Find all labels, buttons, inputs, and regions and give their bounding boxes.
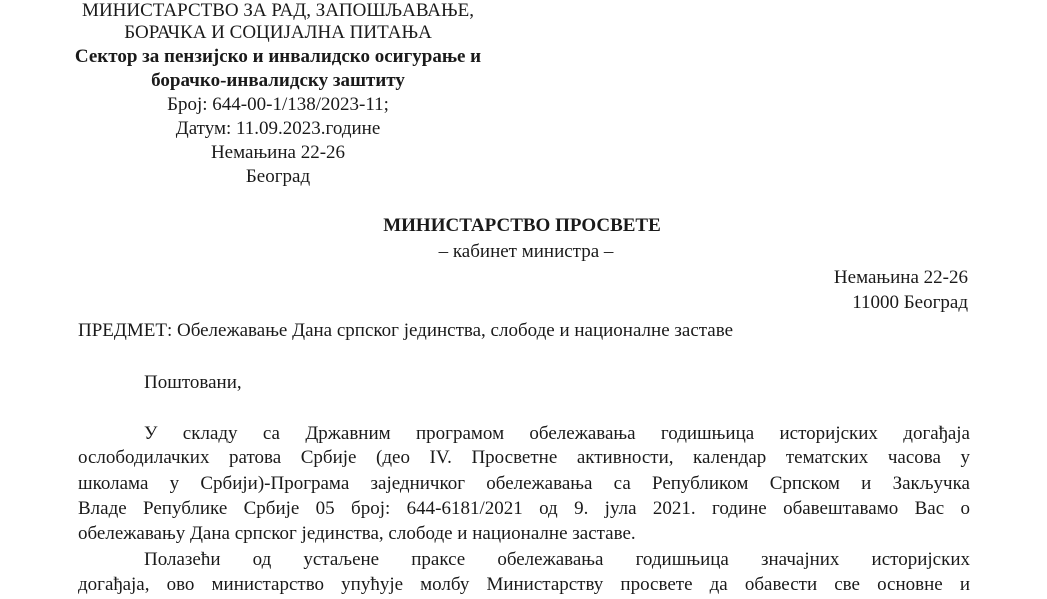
sender-city: Београд — [245, 166, 311, 187]
sender-sector-line1: Сектор за пензијско и инвалидско осигурање и — [74, 46, 482, 67]
recipient-street: Немањина 22-26 — [833, 267, 968, 288]
sender-ministry-line2: БОРАЧКА И СОЦИЈАЛНА ПИТАЊА — [124, 22, 432, 43]
paragraph-line: обележавању Дана српског јединства, слободе и националне заставе. — [78, 523, 636, 544]
paragraph-line: ослободилачких ратова Србије (део IV. Просветне активности, календар тематских часова у — [78, 447, 970, 468]
reference-number: Број: 644-00-1/138/2023-11; — [167, 94, 389, 115]
sender-sector-line2: борачко-инвалидску заштиту — [151, 70, 405, 91]
sender-ministry-line1: МИНИСТАРСТВО ЗА РАД, ЗАПОШЉАВАЊЕ, — [82, 0, 474, 21]
paragraph-line: школама у Србији)-Програма заједничког обележавања са Републиком Српском и Закључка — [78, 473, 970, 494]
document-date: Датум: 11.09.2023.године — [175, 118, 381, 139]
paragraph-line: Полазећи од устаљене праксе обележавања годишњица значајних историјских — [144, 549, 970, 570]
paragraph-line: Владе Републике Србије 05 број: 644-6181/2021 од 9. јула 2021. године обавештавамо Вас о — [78, 498, 970, 519]
subject-line: ПРЕДМЕТ: Обележавање Дана српског јединства, слободе и националне заставе — [78, 320, 734, 341]
recipient-postal-city: 11000 Београд — [852, 292, 968, 313]
recipient-office: – кабинет министра – — [438, 241, 614, 262]
sender-street: Немањина 22-26 — [210, 142, 346, 163]
paragraph-line: догађаја, ово министарство упућује молбу Министарству просвете да обавести све основне и — [78, 574, 970, 595]
greeting: Поштовани, — [144, 372, 242, 393]
recipient-name: МИНИСТАРСТВО ПРОСВЕТЕ — [383, 215, 661, 236]
paragraph-line: У складу са Државним програмом обележавања годишњица историјских догађаја — [144, 423, 970, 444]
